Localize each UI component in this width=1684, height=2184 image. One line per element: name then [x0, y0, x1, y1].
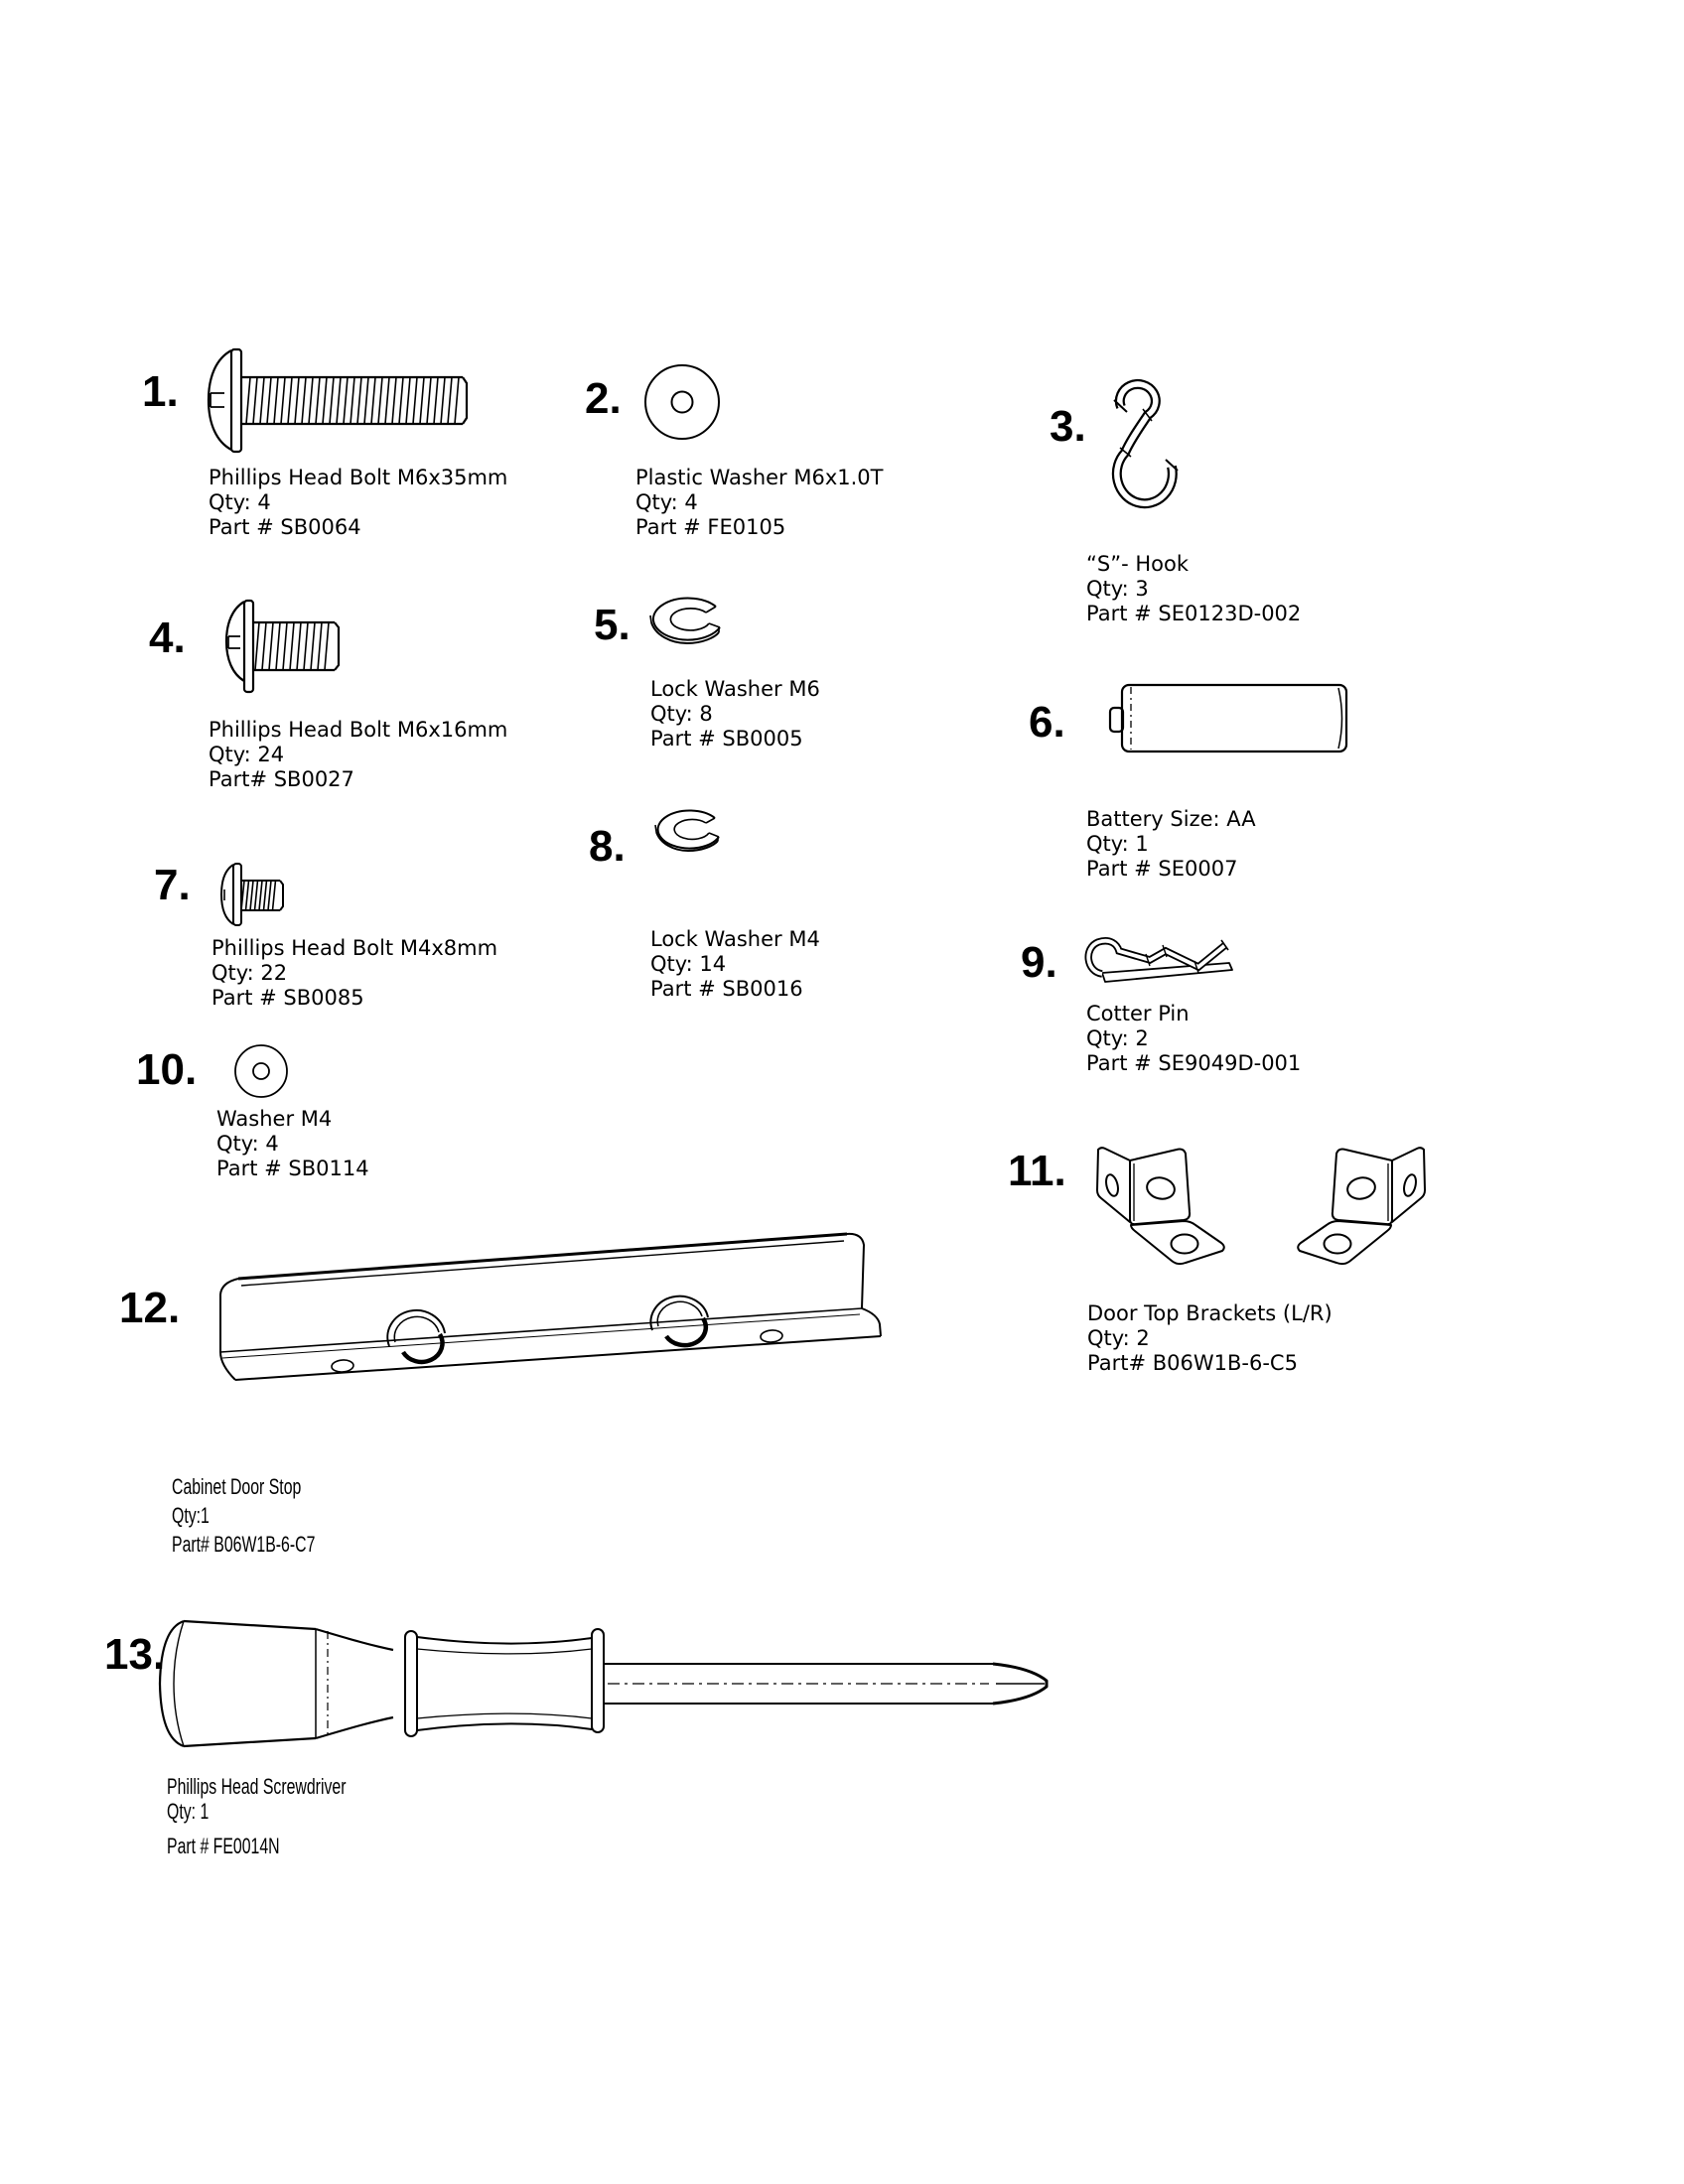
- part-name: Phillips Head Screwdriver: [167, 1774, 347, 1799]
- part-code: Part# B06W1B-6-C7: [172, 1532, 316, 1557]
- part-caption: [167, 1774, 346, 1858]
- washer-m4-icon: [231, 1040, 295, 1104]
- item-number: 11.: [1008, 1147, 1066, 1195]
- part-name: “S”- Hook: [1086, 552, 1189, 576]
- part-name: Lock Washer M4: [650, 927, 820, 951]
- part-qty: Qty: 14: [650, 952, 727, 976]
- item-number: 3.: [1050, 402, 1086, 451]
- part-name: Cotter Pin: [1086, 1002, 1190, 1025]
- part-code: Part # SE0123D-002: [1086, 602, 1302, 625]
- plastic-washer-icon: [640, 360, 726, 446]
- part-caption: [1086, 1002, 1301, 1076]
- part-code: Part # FE0014N: [167, 1834, 280, 1858]
- item-number: 1.: [142, 367, 179, 416]
- part-caption: [209, 466, 507, 540]
- part-caption: [211, 936, 497, 1011]
- item-number: 4.: [149, 614, 186, 662]
- part-name: Battery Size: AA: [1086, 807, 1256, 831]
- part-qty: Qty:1: [172, 1503, 210, 1528]
- item-number: 6.: [1029, 698, 1065, 747]
- item-number: 5.: [594, 601, 631, 649]
- part-code: Part # SE0007: [1086, 857, 1238, 881]
- part-name: Lock Washer M6: [650, 677, 820, 701]
- part-qty: Qty: 4: [635, 490, 698, 514]
- part-caption: [650, 677, 820, 751]
- part-caption: [1086, 807, 1256, 882]
- part-caption: [172, 1472, 315, 1559]
- part-name: Washer M4: [216, 1107, 333, 1131]
- s-hook-icon: [1100, 363, 1192, 524]
- item-number: 13.: [104, 1630, 166, 1679]
- item-number: 7.: [154, 861, 191, 909]
- phillips-head-bolt-m4x8-icon: [194, 854, 293, 938]
- item-number: 8.: [589, 822, 626, 871]
- part-caption: [650, 927, 820, 1002]
- part-caption: [635, 466, 884, 540]
- part-qty: Qty: 1: [167, 1799, 210, 1824]
- phillips-head-bolt-m6x35-icon: [159, 338, 477, 465]
- part-qty: Qty: 2: [1087, 1326, 1150, 1350]
- part-code: Part # FE0105: [635, 515, 786, 539]
- phillips-head-bolt-m6x16-icon: [199, 591, 348, 700]
- item-number: 12.: [119, 1284, 181, 1332]
- part-qty: Qty: 22: [211, 961, 288, 985]
- part-qty: Qty: 4: [216, 1132, 279, 1156]
- part-qty: Qty: 4: [209, 490, 271, 514]
- item-number: 2.: [585, 374, 622, 423]
- part-name: Phillips Head Bolt M6x35mm: [209, 466, 508, 489]
- part-qty: Qty: 24: [209, 743, 285, 766]
- door-top-brackets-icon: [1087, 1137, 1435, 1276]
- part-code: Part # SB0005: [650, 727, 803, 751]
- item-number: 9.: [1021, 938, 1057, 987]
- lock-washer-m4-icon: [650, 806, 728, 864]
- lock-washer-m6-icon: [645, 594, 731, 657]
- part-code: Part # SE9049D-001: [1086, 1051, 1302, 1075]
- part-qty: Qty: 8: [650, 702, 713, 726]
- part-caption: [1087, 1301, 1333, 1376]
- phillips-screwdriver-icon: [149, 1613, 1062, 1757]
- part-code: Part# B06W1B-6-C5: [1087, 1351, 1298, 1375]
- item-number: 10.: [136, 1045, 198, 1094]
- part-qty: Qty: 3: [1086, 577, 1149, 601]
- aa-battery-icon: [1100, 677, 1360, 761]
- part-name: Door Top Brackets (L/R): [1087, 1301, 1333, 1325]
- part-name: Phillips Head Bolt M6x16mm: [209, 718, 508, 742]
- part-caption: [1086, 552, 1301, 626]
- part-code: Part# SB0027: [209, 767, 354, 791]
- part-name: Cabinet Door Stop: [172, 1474, 302, 1499]
- part-qty: Qty: 2: [1086, 1026, 1149, 1050]
- part-code: Part # SB0085: [211, 986, 364, 1010]
- part-qty: Qty: 1: [1086, 832, 1149, 856]
- part-code: Part # SB0064: [209, 515, 361, 539]
- part-code: Part # SB0016: [650, 977, 803, 1001]
- part-name: Plastic Washer M6x1.0T: [635, 466, 884, 489]
- part-caption: [209, 718, 507, 792]
- part-caption: [216, 1107, 369, 1181]
- cotter-pin-icon: [1080, 928, 1247, 988]
- part-code: Part # SB0114: [216, 1157, 369, 1180]
- part-name: Phillips Head Bolt M4x8mm: [211, 936, 498, 960]
- cabinet-door-stop-icon: [209, 1223, 894, 1392]
